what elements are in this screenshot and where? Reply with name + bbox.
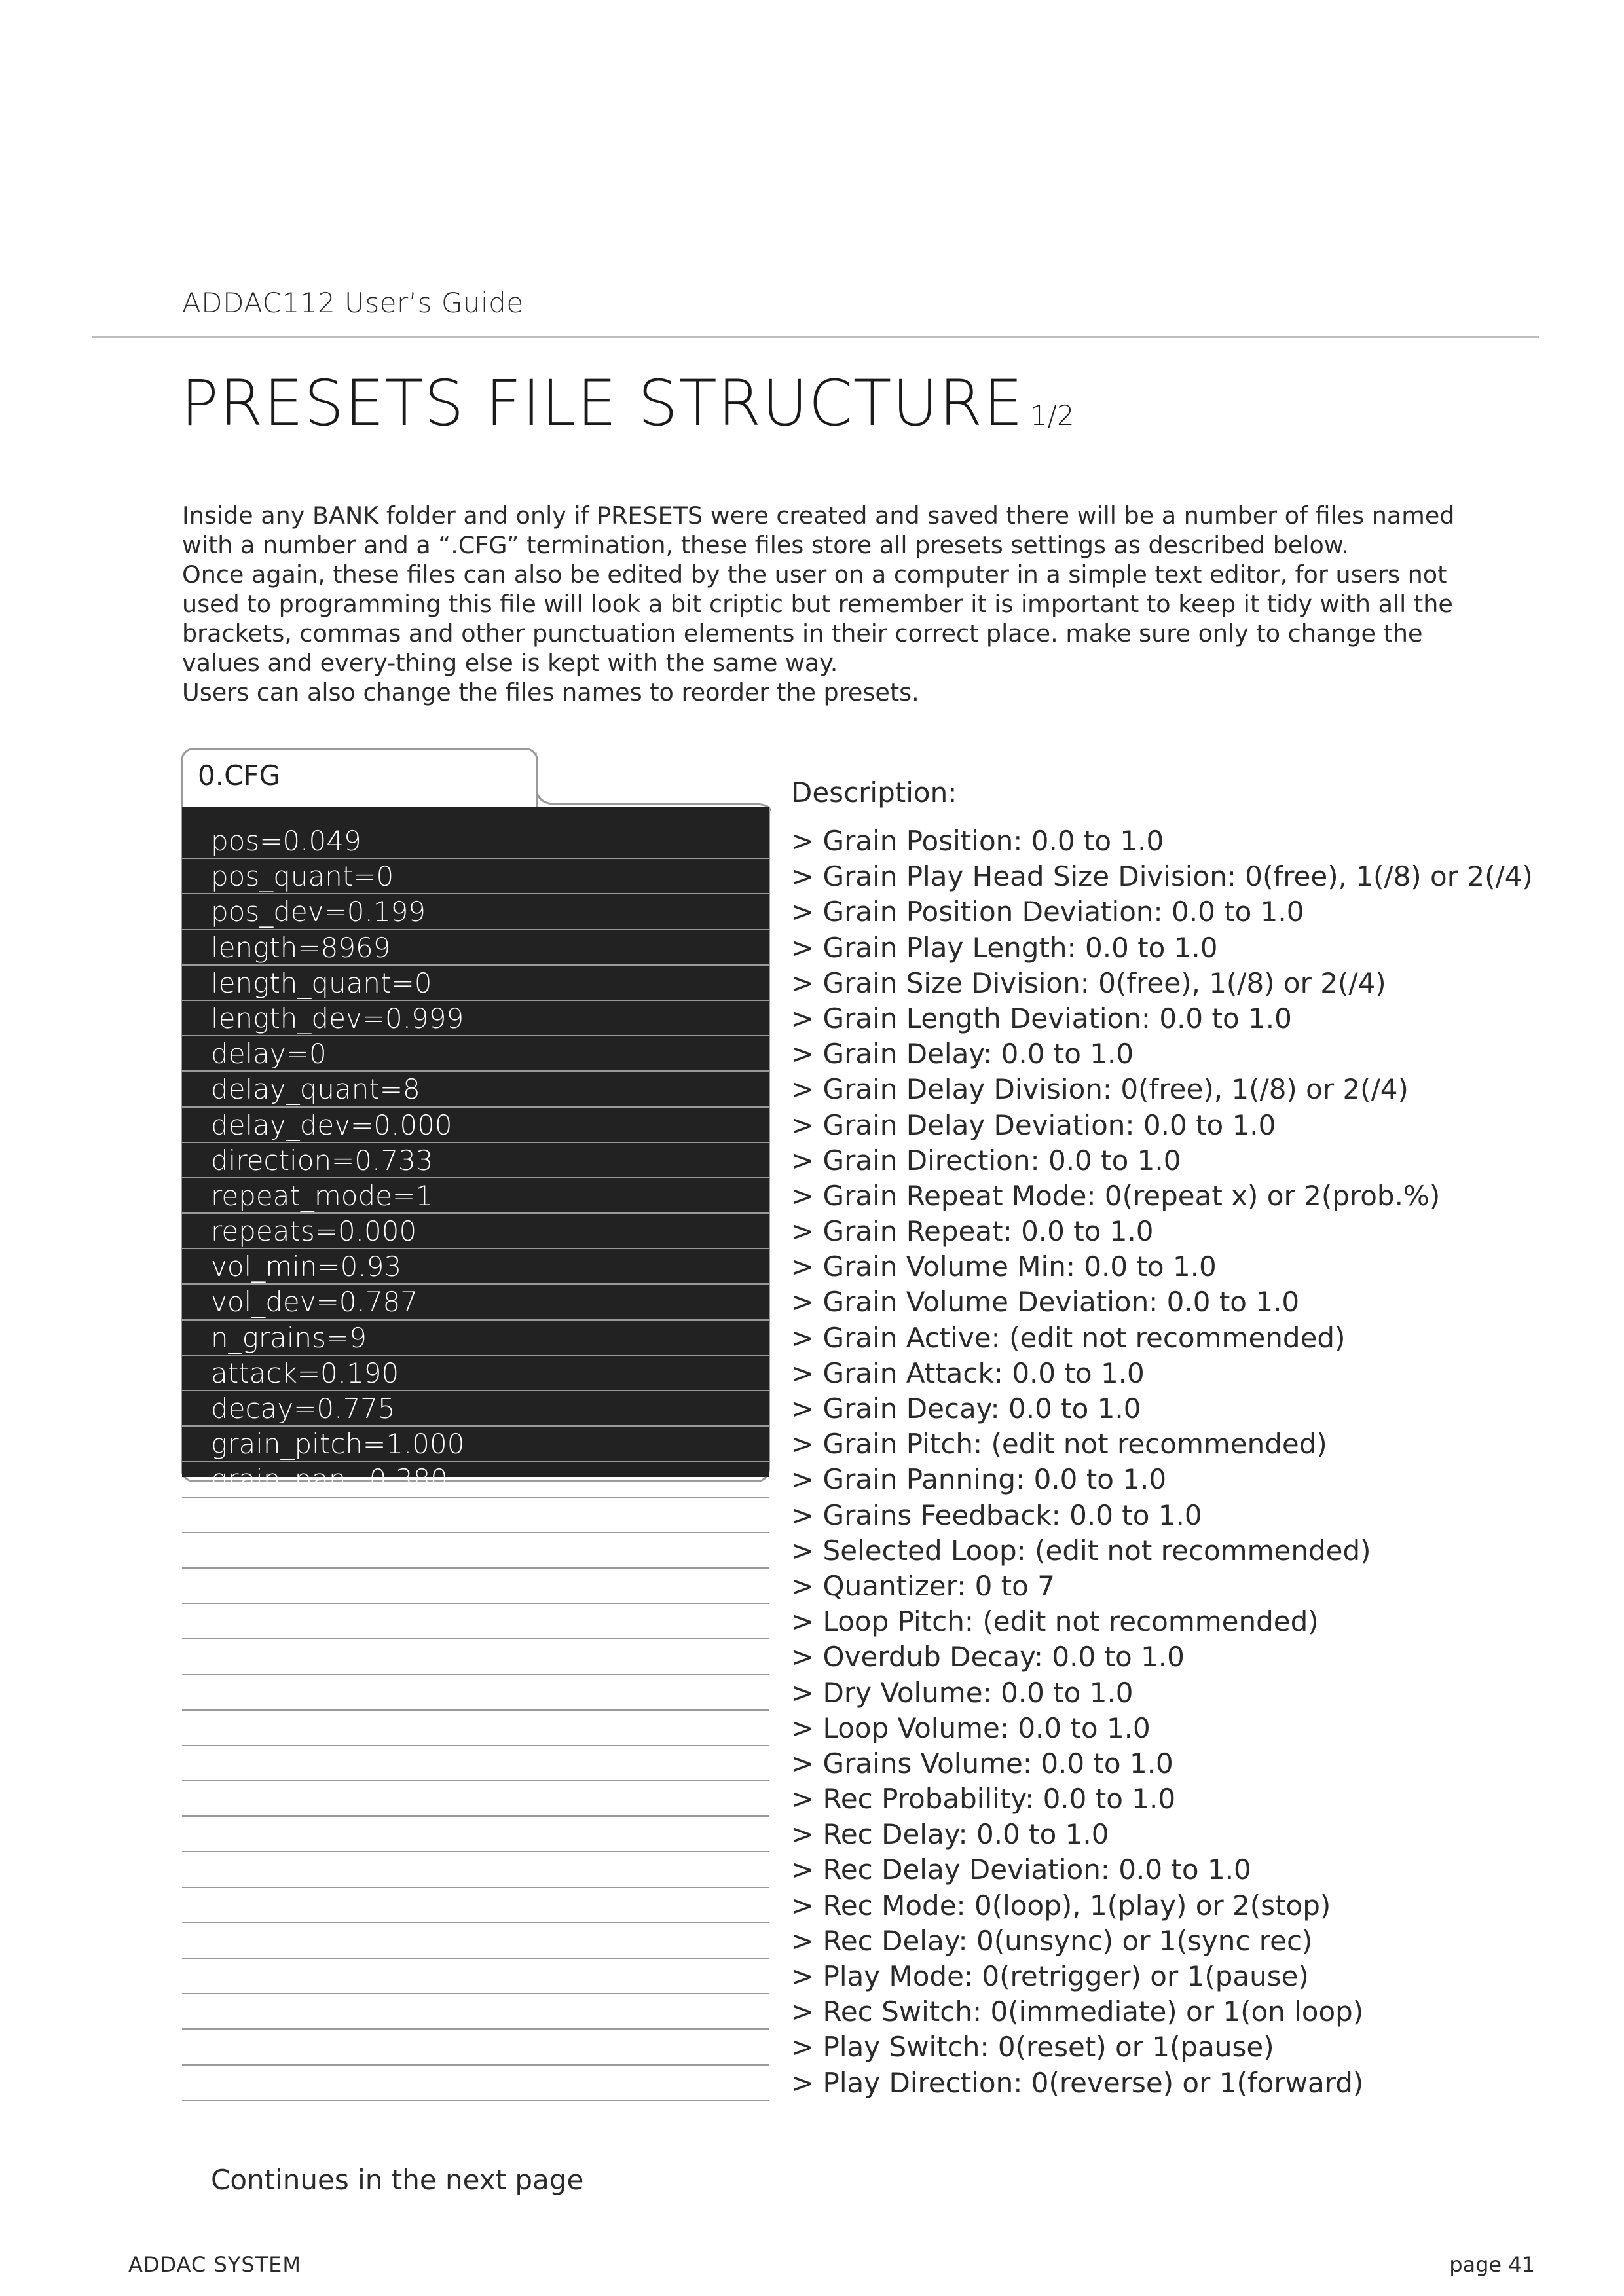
code-line: rec_sync=1 [182,1923,769,1959]
page-title [181,367,1075,440]
intro-text [182,501,1492,707]
description-line: > Rec Delay: 0.0 to 1.0 [791,1818,1109,1851]
code-line: delay=0 [182,1036,769,1072]
code-line: on_loop_change_mode=0 [182,1994,769,2030]
code-line: quantizer=7 [182,1569,769,1604]
description-line: > Play Mode: 0(retrigger) or 1(pause) [791,1960,1309,1992]
description-line: > Rec Switch: 0(immediate) or 1(on loop) [791,1995,1364,2028]
description-line: > Grain Delay: 0.0 to 1.0 [791,1038,1134,1070]
page-number: page 41 [1449,2252,1535,2277]
description-line: > Rec Delay Deviation: 0.0 to 1.0 [791,1853,1251,1886]
description-line: > Grain Decay: 0.0 to 1.0 [791,1393,1141,1425]
code-line: repeat_mode=1 [182,1178,769,1214]
page-title-part: 1/2 [1029,399,1075,431]
description-line: > Dry Volume: 0.0 to 1.0 [791,1676,1134,1709]
code-line: vol_in=0.606 [182,1675,769,1711]
description-line: > Grains Volume: 0.0 to 1.0 [791,1747,1173,1779]
description-line: > Grain Play Head Size Division: 0(free), 1(/8) or 2(/4) [791,860,1533,893]
description-line: > Grain Panning: 0.0 to 1.0 [791,1463,1167,1496]
intro-paragraph: Once again, these files can also be edited by the user on a computer in a simple text editor, for users not used to programming this file will look a bit criptic but remember it is important to keep it tidy with all the brackets, commas and other punctuation elements in their correct place. make sure only to change the values and every-thing else is kept with the same way. [182,560,1453,677]
description-line: > Quantizer: 0 to 7 [791,1569,1055,1602]
description-line: > Play Direction: 0(reverse) or 1(forward) [791,2066,1364,2099]
code-line: decay=0.775 [182,1391,769,1427]
continues-note: Continues in the next page [211,2164,584,2196]
code-line: rec_delay=0.000 [182,1817,769,1852]
description-line: > Grain Size Division: 0(free), 1(/8) or 2(/4) [791,966,1386,999]
code-line: vol_grains=0.000 [182,1746,769,1781]
code-line: direction=0.733 [182,1143,769,1178]
footer-brand: ADDAC SYSTEM [128,2252,301,2277]
description-line: > Grain Volume Min: 0.0 to 1.0 [791,1250,1217,1283]
code-line: n_grains=9 [182,1321,769,1356]
description-line: > Grain Active: (edit not recommended) [791,1321,1346,1354]
code-line: attack=0.190 [182,1356,769,1391]
description-line: > Grain Volume Deviation: 0.0 to 1.0 [791,1286,1300,1319]
file-tab-curve [536,752,771,811]
code-line: loop_pitch=0.999 [182,1604,769,1639]
description-line: > Loop Volume: 0.0 to 1.0 [791,1711,1151,1744]
description-heading: Description: [791,776,957,809]
description-line: > Grain Repeat: 0.0 to 1.0 [791,1215,1154,1248]
code-line: vol_loop=0.818 [182,1711,769,1746]
description-line: > Overdub Decay: 0.0 to 1.0 [791,1641,1185,1673]
intro-paragraph: Users can also change the files names to reorder the presets. [182,678,919,706]
description-line: > Grain Position Deviation: 0.0 to 1.0 [791,896,1304,928]
code-line: vol_min=0.93 [182,1249,769,1285]
code-line: pos=0.049 [182,824,769,859]
code-line: overdub_decay=1.000 [182,1639,769,1675]
code-line: delay_quant=8 [182,1072,769,1107]
intro-paragraph: Inside any BANK folder and only if PRESETS were created and saved there will be a number of files named with a number and a “.CFG” termination, these files store all presets settings as described below. [182,501,1455,559]
description-line: > Loop Pitch: (edit not recommended) [791,1605,1319,1638]
description-line: > Rec Mode: 0(loop), 1(play) or 2(stop) [791,1889,1331,1922]
code-line: loop_play_mode=0 [182,2030,769,2065]
description-line: > Grain Delay Division: 0(free), 1(/8) or 2(/4) [791,1073,1409,1106]
code-list [182,824,769,2101]
description-line: > Grain Position: 0.0 to 1.0 [791,825,1164,857]
description-line: > Grain Delay Deviation: 0.0 to 1.0 [791,1108,1276,1141]
description-line: > Grain Play Length: 0.0 to 1.0 [791,931,1218,964]
code-line: vol_dev=0.787 [182,1285,769,1320]
description-line: > Grain Direction: 0.0 to 1.0 [791,1144,1181,1176]
description-line: > Grain Repeat Mode: 0(repeat x) or 2(prob.%) [791,1179,1441,1212]
code-line: pause_retrigger=0 [182,1959,769,1994]
file-name: 0.CFG [198,759,281,792]
code-line: length_quant=0 [182,966,769,1001]
description-line: > Grains Feedback: 0.0 to 1.0 [791,1499,1202,1531]
code-line: length_dev=0.999 [182,1001,769,1036]
description-line: > Selected Loop: (edit not recommended) [791,1534,1371,1567]
code-line: rec_delay_dev=0.000 [182,1852,769,1887]
code-line: length=8969 [182,930,769,966]
description-line: > Rec Delay: 0(unsync) or 1(sync rec) [791,1924,1313,1957]
description-line: > Grain Length Deviation: 0.0 to 1.0 [791,1002,1292,1034]
code-line: rec_mode=0 [182,1888,769,1923]
code-line: feedback=0.000 [182,1498,769,1533]
header-divider [92,336,1539,338]
description-line: > Rec Probability: 0.0 to 1.0 [791,1783,1176,1815]
description-line: > Grain Pitch: (edit not recommended) [791,1428,1327,1461]
description-line: > Grain Attack: 0.0 to 1.0 [791,1357,1145,1389]
code-line: grain_pan=0.380 [182,1462,769,1497]
description-list [791,824,1577,2101]
code-line: selected_loop=0 [182,1533,769,1569]
code-line: pos_quant=0 [182,859,769,894]
code-line: rec_prob=1.000 [182,1781,769,1817]
page-title-text: PRESETS FILE STRUCTURE [181,367,1024,440]
code-line: pos_dev=0.199 [182,894,769,930]
code-line: delay_dev=0.000 [182,1108,769,1143]
code-line: grain_pitch=1.000 [182,1427,769,1462]
code-line: repeats=0.000 [182,1214,769,1249]
code-line: loop_direction=1 [182,2066,769,2101]
header-title: ADDAC112 User’s Guide [182,287,524,319]
description-line: > Play Switch: 0(reset) or 1(pause) [791,2031,1274,2064]
